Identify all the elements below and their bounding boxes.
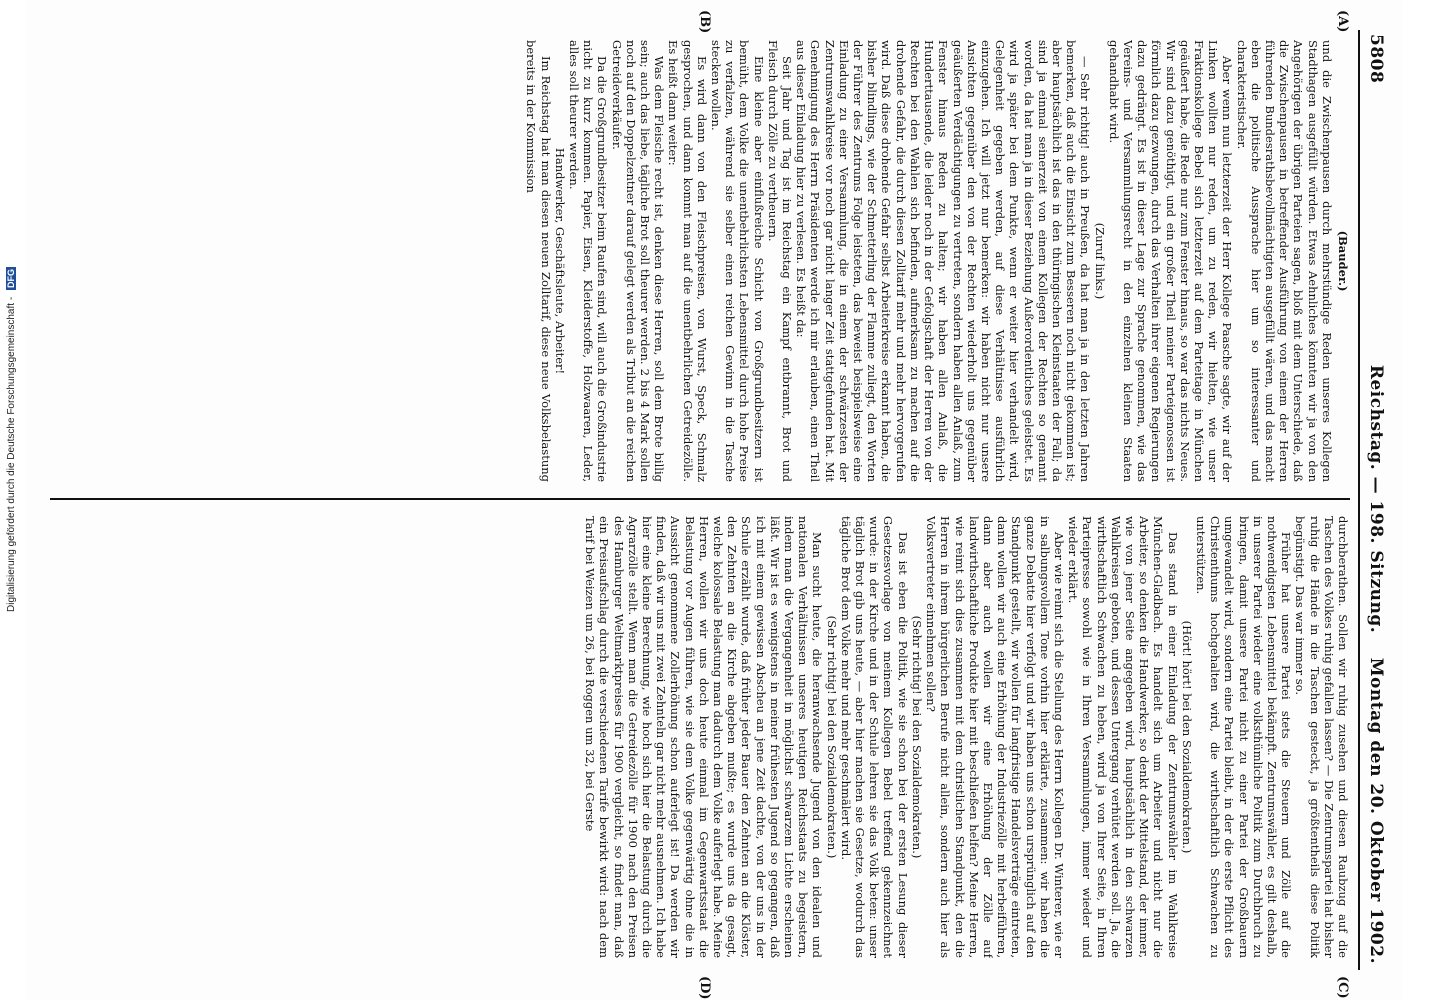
- right-column: [50, 516, 1350, 958]
- newspaper-page: [26, 0, 1402, 1000]
- quote-paragraph: Da die Großgrundbesitzer beim Raufen sind, will auch die Großindustrie nicht zu kurz kommen. Papier, Eisen, Kleiderstoffe, Holzwaaren, Leder, alles soll theurer werden.: [567, 40, 610, 482]
- page-number: 5808: [1366, 34, 1386, 84]
- quote-paragraph: Seit Jahr und Tag ist im Reichstag ein Kampf entbrannt, Brot und Fleisch durch Zölle zu vertheuern.: [765, 40, 795, 482]
- session-date: Montag den 20. Oktober 1902.: [1366, 657, 1386, 964]
- header-rule: [1358, 30, 1360, 970]
- quote-paragraph: Eine kleine aber einflußreiche Schicht von Großgrundbesitzern ist bemüht, dem Volke die unentbehrlichsten Lebensmittel durch hohe Preise zu verfalzen, während sie selber einen reichen Gewinn in die Tasche stecken wollen.: [709, 40, 766, 482]
- paragraph: Das stand in einer Einladung der Zentrumswähler im Wahlkreise München-Gladbach. Es handelt sich um Arbeiter und nicht nur die Arbeiter, so denken die Handwerker, so denkt der Mittelstand, der immer, wie von jener Seite angegeben wird, hauptsächlich in den schwarzen Wahlkreisen geboten, und dessen Untergang verhütet werden soll. Ja, die wirthschaftlich Schwachen zu heben, wird ja von Ihrer Seite, in Ihren Parteipresse sowohl wie in Ihren Versammlungen, immer wieder und wieder erklärt.: [1066, 516, 1180, 958]
- interjection: (Sehr richtig! bei den Sozialdemokraten.): [824, 615, 839, 859]
- paragraph: Man sucht heute, die heranwachsende Jugend von den idealen und nationalen Verhältnissen unseres heutigen Reichsstaats zu begeistern, indem man die Vergangenheit in möglichst schwarzem Lichte erscheinen läßt. Wir ist es wenigstens in meiner frühesten Jugend so gegangen, daß ich mit einem gewissen Abscheu an jene Zeit dachte, von der uns in der Schule erzählt wurde, daß früher jeder Bauer den Zehnten an die Klöster, den Zehnten an die Kirche abgeben mußte; es wurde uns da gesagt, welche kolossale Belastung man dadurch dem Volke auferlegt habe. Meine Herren, wollen wir uns doch heute einmal im Gegenwartsstaat die Belastung vor Augen führen, wie sie dem Volke gegenwärtig ohne die in Aussicht genommene Zollerhöhung schon auferlegt ist! Da werden wir finden, daß wir uns mit zwei Zehnteln gar nicht mehr ausnehmen. Ich habe hier eine kleine Berechnung, wie hoch sich hier die Belastung durch die Agrarzölle stellt. Wenn man die Getreidezölle für 1900 nach den Preisen des Hamburger Weltmarktpreises für 1900 vergleicht, so findet man, daß ein Preisaufschlag durch die verschiedenen Tarife bewirkt wird: nach dem Tarif bei Weizen um 26, bei Roggen um 32, bei Gerste: [583, 516, 825, 958]
- page-header: [1362, 34, 1388, 964]
- digitization-credit: [6, 232, 18, 612]
- column-rule: [50, 498, 1350, 500]
- quote-heading: Handwerker, Geschäftsleute, Arbeiter!: [552, 147, 567, 375]
- quote-paragraph: durchberathen. Sollen wir ruhig zusehen und diesen Raubzug auf die Taschen des Volkes ruhig gefallen lassen? — Die Zentrumspartei hat bisher ruhig die Hände in die Taschen gesteckt, ja größtentheils diese Politik begünstigt. Das war immer so.: [1293, 516, 1350, 958]
- paragraph: Aber wie reimt sich die Stellung des Herrn Kollegen Dr. Winterer, wie er in salbungsvollem Tone vorhin hier erklärte, zusammen: wir haben die ganze Debatte hier verfolgt und wir haben uns schon ursprünglich auf den Standpunkt gestellt, wir wollen für langfristige Handelsverträge eintreten, dann wollen wir auch eine Erhöhung der Industriezölle mit herbeiführen, dann aber auch wollen wir eine Erhöhung der Zölle auf landwirthschaftliche Produkte hier mit beschließen helfen? Meine Herren, wie reimt sich dies zusammen mit dem christlichen Standpunkt, den die Herren in ihrem bürgerlichen Berufe nicht allein, sondern auch hier als Volksvertreter einnehmen sollen?: [924, 516, 1066, 958]
- dfg-logo: DFG: [6, 269, 16, 289]
- paragraph: Das ist eben die Politik, wie sie schon bei der ersten Lesung dieser Gesetzesvorlage von meinem Kollegen Bebel treffend gekennzeichnet wurde: in der Kirche und in der Schule lehren sie das Volk beten: unser täglich Brot gib uns heute, — aber hier machen sie Gesetze, wodurch das tägliche Brot dem Volke mehr und mehr geschmälert wird.: [838, 516, 910, 958]
- margin-marker-d: (D): [697, 976, 712, 1000]
- interjection: (Sehr richtig! bei den Sozialdemokraten.): [909, 615, 924, 859]
- interjection: (Hört! hört! bei den Sozialdemokraten.): [1179, 620, 1194, 854]
- interjection: (Zuruf links.): [1092, 222, 1107, 300]
- margin-marker-b: (B): [697, 10, 712, 34]
- paragraph: Aber wenn nun letzterzeit der Herr Kollege Paasche sagte, wir auf der Linken wollten nur reden, um zu reden, wir hielten, wie unser Fraktionskollege Bebel sich letzterzeit auf dem Parteitage in München geäußert habe, die Rede nur zum Fenster hinaus, so war das nichts Neues. Wir sind dazu genöthigt, und ein großer Theil meiner Parteigenossen ist förmlich dazu gezwungen, durch das Verhalten ihrer eigenen Regierungen dazu gedrängt. Es ist in dieser Lage zur Sprache genommen, wie das Vereins- und Versammlungsrecht in den einzelnen kleinen Staaten gehandhabt wird.: [1106, 40, 1235, 482]
- margin-marker-a: (A): [1335, 10, 1350, 33]
- paragraph: Es wird dann von den Fleischpreisen, von Wurst, Speck, Schmalz gesprochen, und dann kommt man auf die unentbehrlichen Getreidezölle. Es heißt dann weiter:: [666, 40, 709, 482]
- quote-paragraph: Früher hat unsere Partei stets die Steuern und Zölle auf die nothwendigsten Lebensmittel bekämpft. Zentrumswähler, es gilt deshalb, in unserer Partei wieder eine volksthümliche Politik zum Durchbruch zu bringen, damit unsere Partei nicht zu einer Partei der Großbauern umgewandelt wird, sondern eine Partei bleibt, in der die erste Pflicht des Christenthums hochgehalten wird, die wirthschaftlich Schwachen zu unterstützen.: [1193, 516, 1294, 958]
- paragraph: und die Zwischenpausen durch mehrstündige Reden unseres Kollegen Stadthagen ausgefüllt würden. Etwas Aehnliches könnten wir ja von den Angehörigen der übrigen Parteien sagen, bloß mit dem Unterschiede, daß die Zwischenpausen in betreffender Ausführung von einem der Herren führenden Bundesrathsbevollmächtigten ausgefüllt wären, und das macht eben die politische Aussprache hier um so interessanter und charakteristischer.: [1234, 40, 1334, 482]
- page-title: Reichstag. — 198. Sitzung.: [1366, 364, 1386, 634]
- quote-paragraph: Im Reichstag hat man diesen neuen Zolltarif, diese neue Volksbelastung bereits in der Kommission: [524, 40, 553, 482]
- quote-paragraph: Was dem Fleische recht ist, denken diese Herren, soll dem Brote billig sein; auch das liebe, tägliche Brot soll theurer werden. 2 bis 4 Mark sollen noch auf den Doppelzentner darauf gelegt werden als Tribut an die reichen Getreideverkäufer.: [609, 40, 667, 482]
- credit-text: Digitalisierung gefördert durch die Deutsche Forschungsgemeinschaft -: [6, 296, 17, 612]
- margin-marker-c: (C): [1335, 976, 1350, 999]
- speaker-name: (Bauder.): [1336, 230, 1350, 292]
- left-column: [50, 40, 1350, 482]
- paragraph: — Sehr richtig! auch in Preußen, da hat man ja in den letzten Jahren bemerken, daß auch die Einsicht zum Besseren noch nicht gekommen ist; aber hauptsächlich ist das in den thüringischen Kleinstaaten der Fall; da sind ja einmal seinerzeit von einem Kollegen der Rechten so genannt worden, da hat man ja in dieser Beziehung Außerordentliches geleistet. Es wird ja später bei dem Punkte, wenn er weiter hier verhandelt wird, Gelegenheit gegeben werden, auf diese Verhältnisse ausführlich einzugehen. Ich will jetzt nur bemerken: wir haben nicht nur unsere Ansichten gegenüber den von der Rechten wiederholt uns gegenüber geäußerten Verdächtigungen zu vertreten, sondern haben allen Anlaß, zum Fenster hinaus Reden zu halten; wir haben allen Anlaß, die Hunderttausende, die leider noch in der Gefolgschaft der Herren von der Rechten bei den Wahlen sich befinden, aufmerksam zu machen auf die drohende Gefahr, die durch diesen Zolltarif mehr und mehr hervorgerufen wird. Daß diese drohende Gefahr selbst Arbeiterkreise erkannt haben, die bisher blindlings, wie der Schmetterling der Flamme zuliegt, den Worten der Führer des Zentrums Folge leisteten, das beweist beispielsweise eine Einladung zu einer Versammlung, die in einem der schwärzesten der Zentrumswahlkreise vor noch gar nicht langer Zeit stattgefunden hat. Mit Genehmigung des Herrn Präsidenten werde ich mir erlauben, einen Theil aus dieser Einladung hier zu verlesen. Es heißt da:: [794, 40, 1093, 482]
